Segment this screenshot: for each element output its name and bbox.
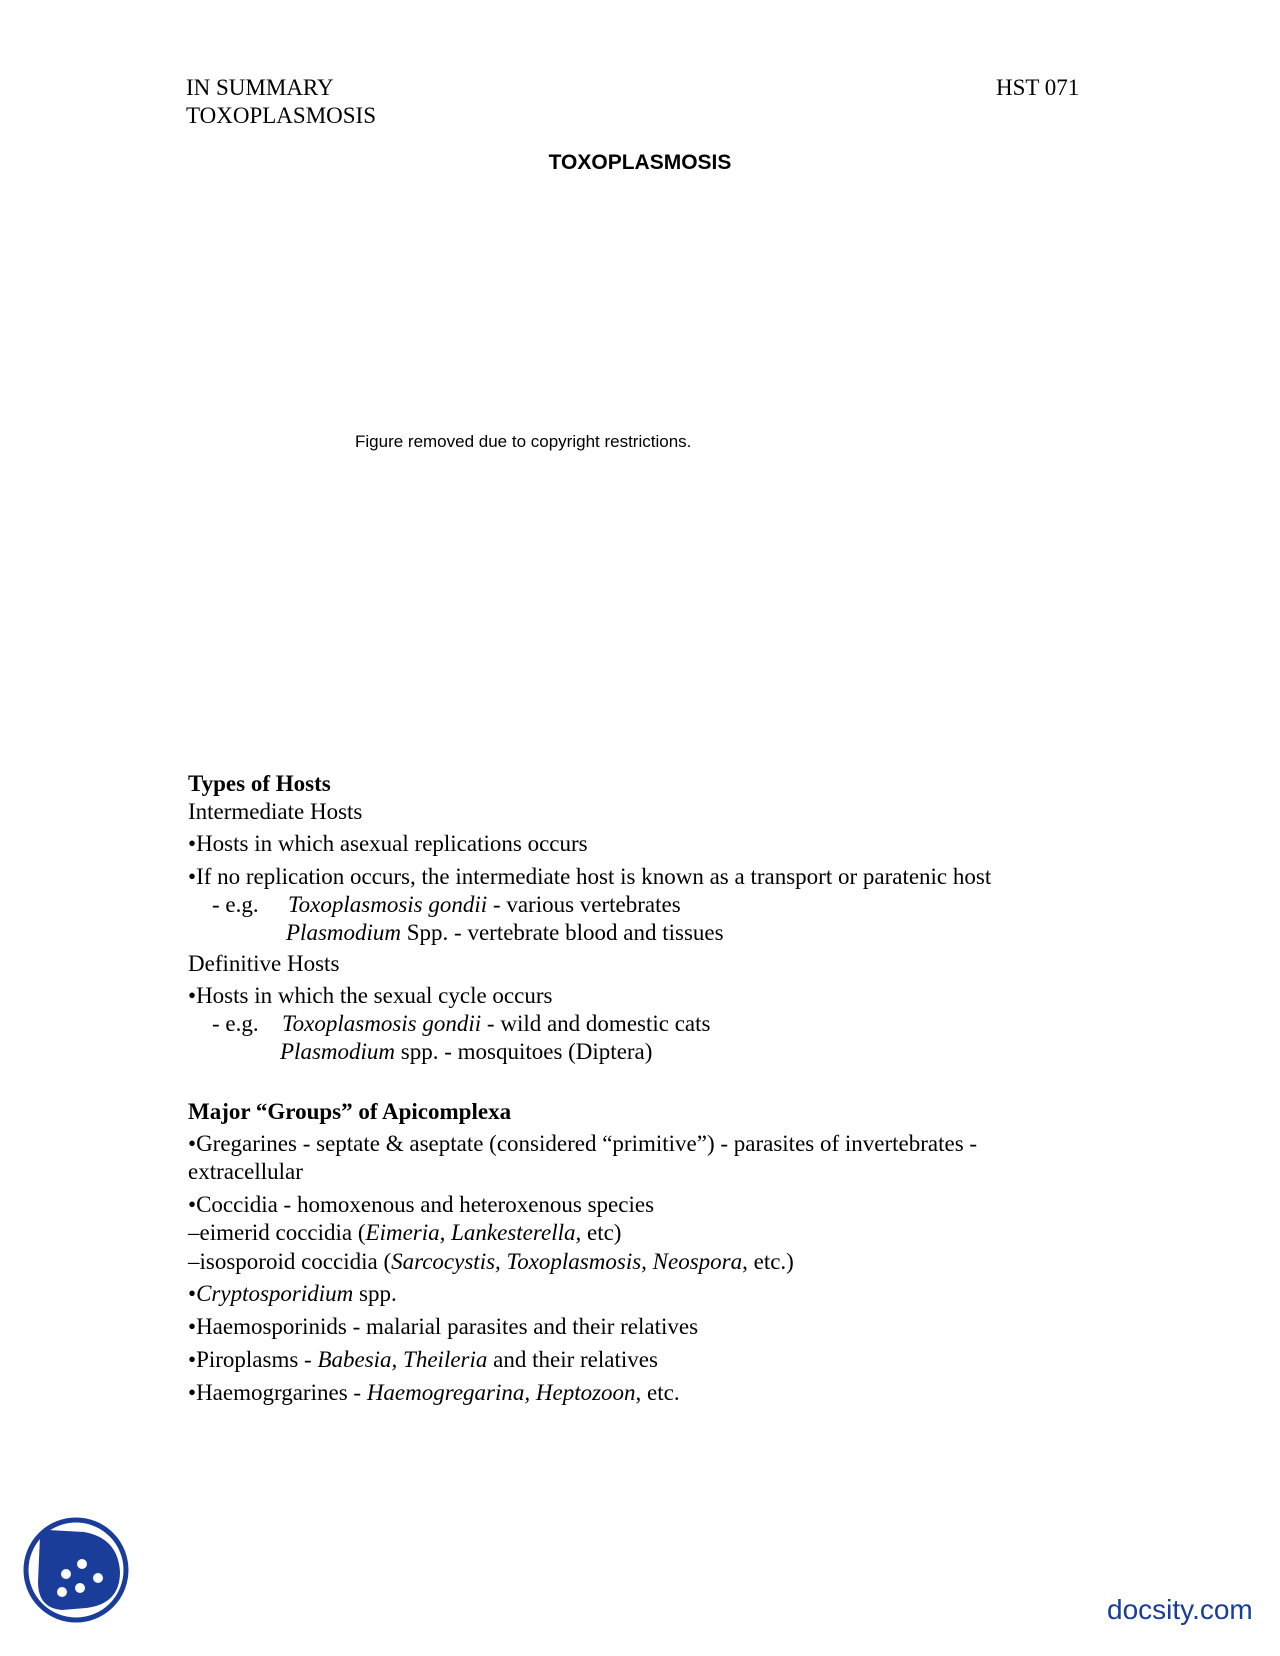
- bullet: •: [188, 1131, 197, 1156]
- group-gregarines-cont: extracellular: [188, 1159, 303, 1184]
- bullet: •: [188, 1380, 197, 1405]
- header-course-label: IN SUMMARY: [186, 75, 334, 100]
- bullet: •: [188, 864, 197, 889]
- group-haemosporinids: •Haemosporinids - malarial parasites and their relatives: [188, 1314, 699, 1339]
- example-line-4: Plasmodium spp. - mosquitoes (Diptera): [280, 1039, 653, 1064]
- intermediate-bullet-2: •If no replication occurs, the intermediate host is known as a transport or paratenic host: [188, 864, 992, 889]
- groups-heading: Major “Groups” of Apicomplexa: [188, 1099, 512, 1124]
- bullet: •: [188, 831, 197, 856]
- definitive-hosts-label: Definitive Hosts: [188, 951, 340, 976]
- docsity-brand-link[interactable]: docsity.com: [1107, 1594, 1253, 1625]
- header-topic-label: TOXOPLASMOSIS: [186, 103, 377, 128]
- figure-removed-notice: Figure removed due to copyright restrictions.: [355, 432, 692, 451]
- definitive-bullet-1: •Hosts in which the sexual cycle occurs: [188, 983, 553, 1008]
- bullet: •: [188, 983, 197, 1008]
- intermediate-hosts-label: Intermediate Hosts: [188, 799, 363, 824]
- bullet: •: [188, 1347, 197, 1372]
- bullet: •: [188, 1192, 197, 1217]
- group-gregarines: •Gregarines - septate & aseptate (considered “primitive”) - parasites of invertebrates -: [188, 1131, 978, 1156]
- eg-prefix: - e.g.: [212, 892, 259, 917]
- example-line-1: Toxoplasmosis gondii - various vertebrates: [288, 892, 681, 917]
- group-coccidia-isosporoid: –isosporoid coccidia (Sarcocystis, Toxoplasmosis, Neospora, etc.): [188, 1249, 794, 1274]
- docsity-logo-icon[interactable]: [22, 1516, 130, 1624]
- eg-prefix: - e.g.: [212, 1011, 259, 1036]
- header-course-code: HST 071: [996, 75, 1080, 100]
- page-title: TOXOPLASMOSIS: [548, 151, 732, 174]
- group-haemogregarines: •Haemogrgarines - Haemogregarina, Heptozoon, etc.: [188, 1380, 680, 1405]
- group-coccidia: •Coccidia - homoxenous and heteroxenous species: [188, 1192, 655, 1217]
- example-line-2: Plasmodium Spp. - vertebrate blood and tissues: [286, 920, 724, 945]
- hosts-heading: Types of Hosts: [188, 771, 331, 796]
- group-coccidia-eimerid: –eimerid coccidia (Eimeria, Lankesterella, etc): [188, 1220, 622, 1245]
- bullet: •: [188, 1281, 197, 1306]
- example-line-3: Toxoplasmosis gondii - wild and domestic cats: [282, 1011, 711, 1036]
- group-piroplasms: •Piroplasms - Babesia, Theileria and their relatives: [188, 1347, 658, 1372]
- intermediate-bullet-1: •Hosts in which asexual replications occurs: [188, 831, 588, 856]
- group-cryptosporidium: •Cryptosporidium spp.: [188, 1281, 397, 1306]
- bullet: •: [188, 1314, 197, 1339]
